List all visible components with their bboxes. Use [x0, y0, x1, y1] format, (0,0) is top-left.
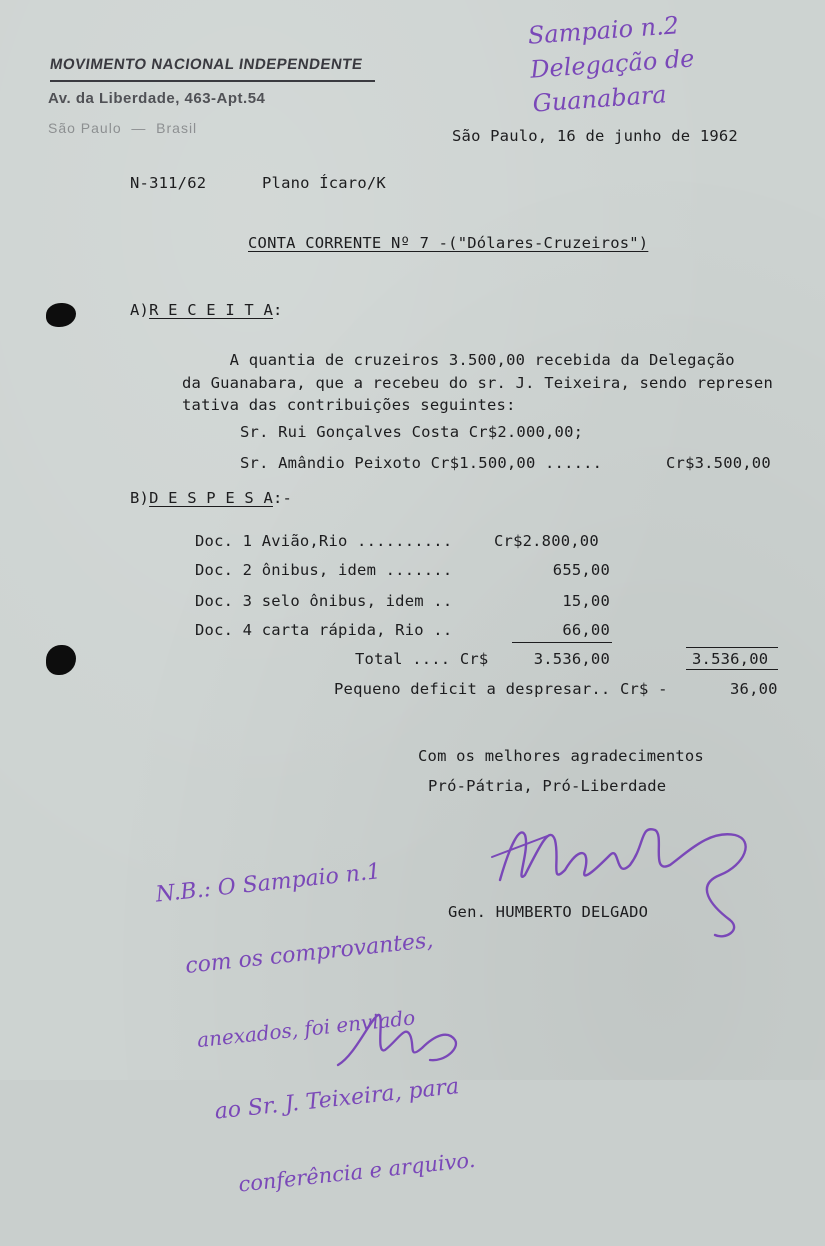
handwritten-note-line-4: ao Sr. J. Teixeira, para [213, 1074, 461, 1125]
handwritten-note-line-3: anexados, foi enviado [195, 1005, 417, 1053]
letterhead-organization: MOVIMENTO NACIONAL INDEPENDENTE [48, 56, 364, 73]
despesa-total-right: 3.536,00 [692, 650, 769, 668]
handwritten-note-line-5: conferência e arquivo. [237, 1147, 477, 1197]
expense-4-label: Doc. 4 carta rápida, Rio .. [195, 621, 453, 639]
receita-heading [130, 301, 283, 319]
receita-total: Cr$3.500,00 [666, 454, 771, 472]
despesa-prefix: B) [130, 489, 150, 507]
total-right-rule-bottom [686, 669, 778, 670]
punch-hole-bottom [46, 645, 76, 675]
reference-number: N-311/62 [130, 174, 207, 192]
expense-sum-rule [512, 642, 612, 643]
deficit-amount: 36,00 [730, 680, 778, 698]
letterhead-city: São Paulo — Brasil [48, 120, 198, 136]
receita-title: R E C E I T A [149, 301, 273, 319]
deficit-label: Pequeno deficit a despresar.. Cr$ - [334, 680, 668, 698]
receita-prefix: A) [130, 301, 150, 319]
despesa-heading [130, 489, 292, 507]
receita-contribution-2: Sr. Amândio Peixoto Cr$1.500,00 ...... [240, 454, 603, 472]
handwritten-note-line-2: com os comprovantes, [184, 928, 435, 979]
letterhead-rule [50, 80, 375, 82]
total-right-rule-top [686, 647, 778, 648]
expense-2-amount: 655,00 [552, 561, 610, 579]
handwritten-note-line-1: N.B.: O Sampaio n.1 [154, 859, 382, 908]
signature-name: Gen. HUMBERTO DELGADO [448, 903, 649, 921]
punch-hole-top [46, 303, 76, 327]
margin-note-top-text: Sampaio n.2 Delegação de Guanabara [526, 11, 696, 118]
expense-1-label: Doc. 1 Avião,Rio .......... [195, 532, 453, 550]
receita-contribution-1: Sr. Rui Gonçalves Costa Cr$2.000,00; [240, 423, 584, 441]
closing-line-2: Pró-Pátria, Pró-Liberdade [428, 777, 667, 795]
reference-plan: Plano Ícaro/K [262, 174, 386, 192]
margin-note-top [527, 1, 784, 120]
initials-scribble [330, 1000, 470, 1080]
expense-1-amount: Cr$2.800,00 [494, 532, 599, 550]
despesa-title: D E S P E S A [149, 489, 273, 507]
expense-2-label: Doc. 2 ônibus, idem ....... [195, 561, 453, 579]
receita-suffix: : [273, 301, 283, 319]
expense-3-amount: 15,00 [562, 592, 610, 610]
closing-line-1: Com os melhores agradecimentos [418, 747, 704, 765]
signature-scribble [480, 805, 780, 945]
letterhead-address: Av. da Liberdade, 463-Apt.54 [48, 90, 266, 107]
expense-4-amount: 66,00 [562, 621, 610, 639]
date-line: São Paulo, 16 de junho de 1962 [452, 127, 738, 145]
despesa-suffix: :- [273, 489, 293, 507]
receita-paragraph-line-2: da Guanabara, que a recebeu do sr. J. Teixeira, sendo represen [182, 374, 773, 392]
receita-paragraph-line-3: tativa das contribuições seguintes: [182, 396, 516, 414]
document-title: CONTA CORRENTE Nº 7 -("Dólares-Cruzeiros") [248, 234, 649, 252]
receita-paragraph-line-1: A quantia de cruzeiros 3.500,00 recebida da Delegação [182, 351, 735, 369]
expense-3-label: Doc. 3 selo ônibus, idem .. [195, 592, 453, 610]
despesa-total-label: Total .... Cr$ [355, 650, 489, 668]
despesa-total-amount: 3.536,00 [533, 650, 610, 668]
